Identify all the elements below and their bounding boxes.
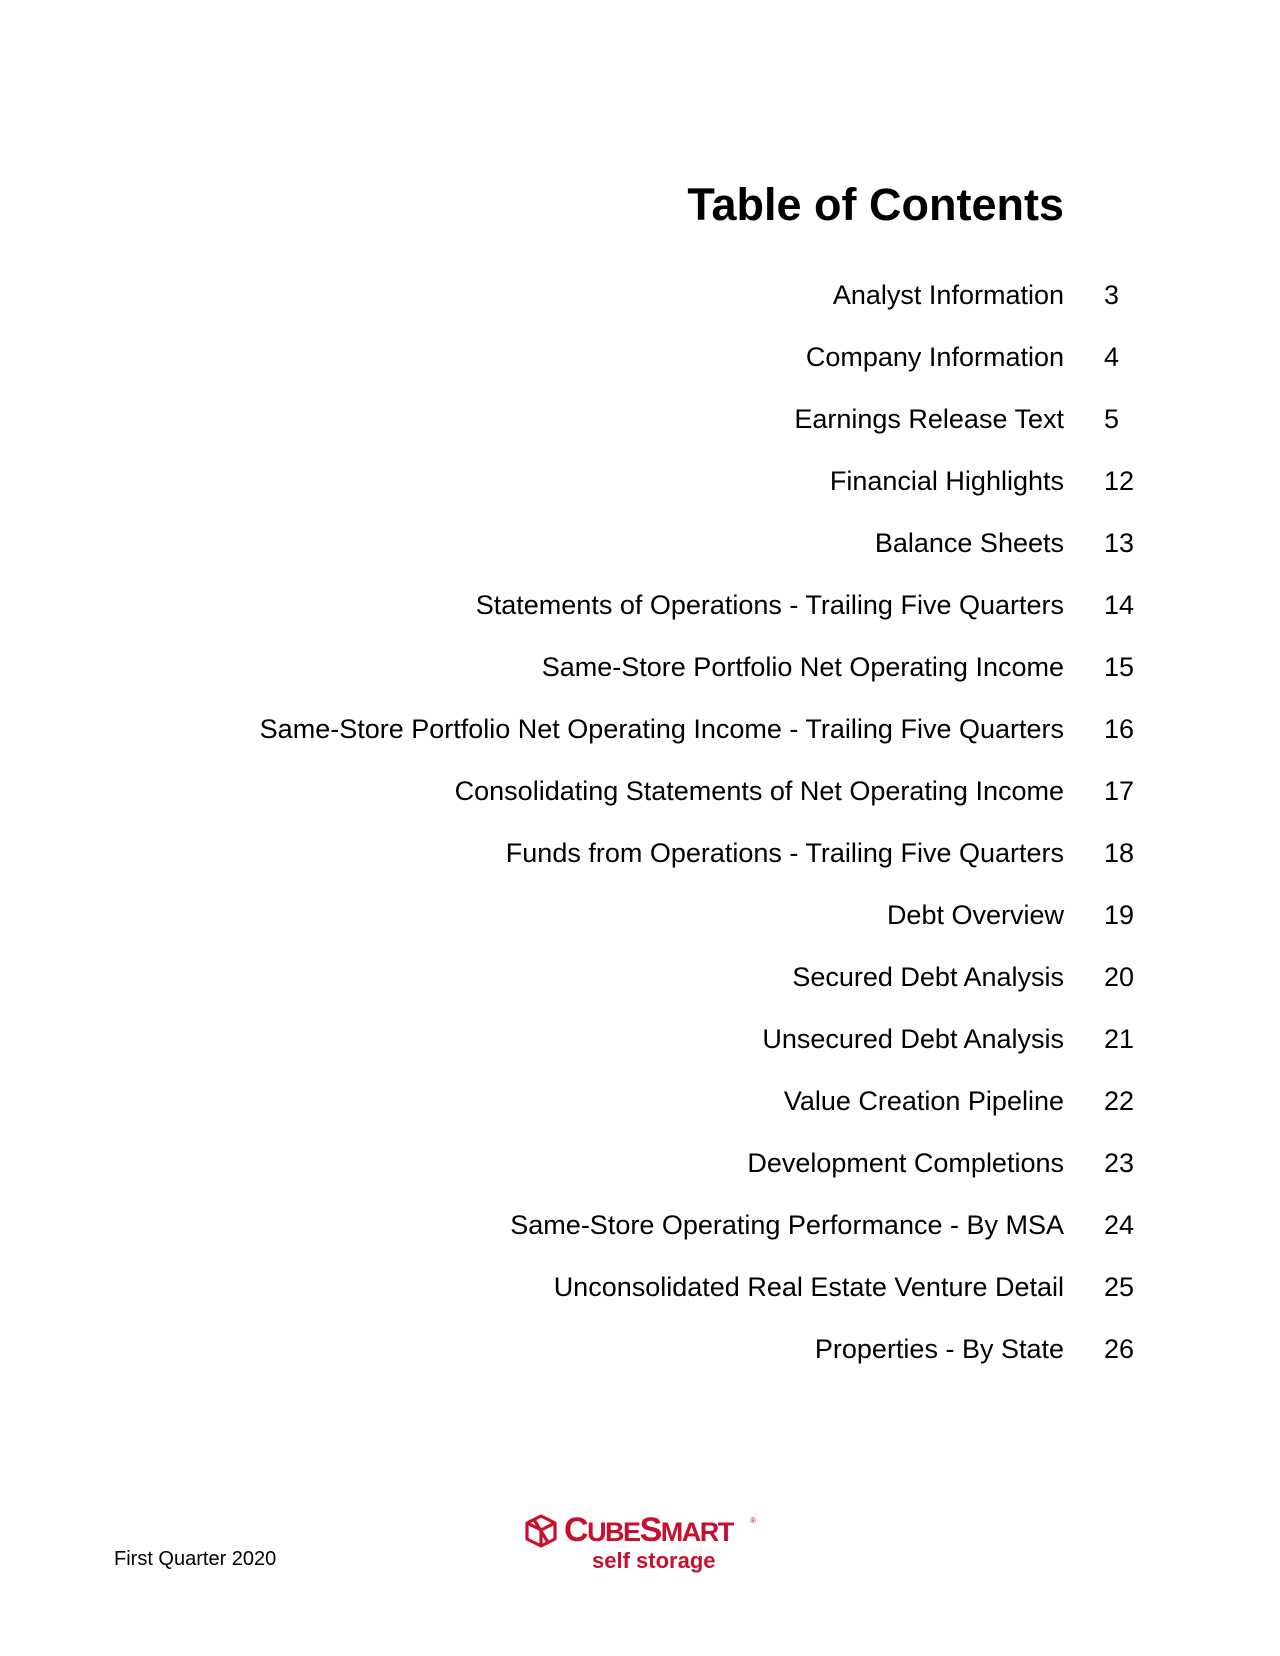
page-title: Table of Contents [687,179,1064,230]
toc-entry-label: Statements of Operations - Trailing Five Quarters [475,590,1064,620]
toc-entry-page-number: 21 [1104,1024,1135,1054]
toc-entry[interactable] [0,833,1280,873]
toc-entry[interactable] [0,399,1280,439]
toc-entry-label: Financial Highlights [829,466,1064,496]
toc-entry[interactable] [0,647,1280,687]
toc-entry-page-number: 23 [1104,1148,1135,1178]
toc-entry-page-number: 16 [1104,714,1135,744]
toc-entry-label: Consolidating Statements of Net Operating Income [454,776,1064,806]
toc-entry[interactable] [0,1081,1280,1121]
footer-period: First Quarter 2020 [114,1548,277,1570]
toc-entry-label: Unsecured Debt Analysis [762,1024,1064,1054]
toc-entry[interactable] [0,461,1280,501]
registered-mark: ® [750,1516,756,1525]
toc-entry[interactable] [0,1143,1280,1183]
toc-entry[interactable] [0,1205,1280,1245]
toc-entry-label: Debt Overview [886,900,1064,930]
logo-wordmark: CUBESMART [564,1511,733,1549]
toc-entry-page-number: 24 [1104,1210,1135,1240]
toc-entry[interactable] [0,1019,1280,1059]
toc-entry-label: Secured Debt Analysis [792,962,1064,992]
toc-entry-label: Same-Store Portfolio Net Operating Income [541,652,1064,682]
toc-entry-label: Same-Store Portfolio Net Operating Income - Trailing Five Quarters [259,714,1064,744]
toc-entry-page-number: 26 [1104,1334,1135,1364]
toc-entry-page-number: 18 [1104,838,1135,868]
toc-entry-page-number: 22 [1104,1086,1135,1116]
toc-entry-label: Development Completions [747,1148,1064,1178]
toc-entry-label: Balance Sheets [874,528,1064,558]
toc-entry-page-number: 4 [1104,342,1120,372]
toc-entry-page-number: 20 [1104,962,1135,992]
toc-entry-label: Unconsolidated Real Estate Venture Detail [553,1272,1064,1302]
toc-entry[interactable] [0,1329,1280,1369]
toc-entry-label: Same-Store Operating Performance - By MSA [510,1210,1064,1240]
toc-entry[interactable] [0,957,1280,997]
toc-entry-label: Properties - By State [814,1334,1064,1364]
toc-entry-page-number: 5 [1104,404,1120,434]
toc-entry-label: Value Creation Pipeline [783,1086,1064,1116]
toc-entry[interactable] [0,275,1280,315]
toc-entry-page-number: 12 [1104,466,1135,496]
toc-entry[interactable] [0,585,1280,625]
toc-entry-label: Analyst Information [832,280,1064,310]
toc-entry-page-number: 19 [1104,900,1135,930]
toc-entry-page-number: 15 [1104,652,1135,682]
toc-entry-label: Funds from Operations - Trailing Five Quarters [505,838,1064,868]
company-logo [524,1512,764,1582]
toc-entry-page-number: 14 [1104,590,1135,620]
toc-entry[interactable] [0,771,1280,811]
toc-entry-label: Earnings Release Text [794,404,1064,434]
toc-entry-page-number: 3 [1104,280,1120,310]
logo-tagline: self storage [592,1548,716,1573]
toc-entry-page-number: 25 [1104,1272,1135,1302]
toc-entry[interactable] [0,1267,1280,1307]
toc-entry[interactable] [0,709,1280,749]
toc-entry-page-number: 13 [1104,528,1135,558]
toc-entry[interactable] [0,337,1280,377]
cube-icon [524,1514,558,1548]
toc-entry[interactable] [0,895,1280,935]
toc-entry-label: Company Information [805,342,1064,372]
toc-entry[interactable] [0,523,1280,563]
toc-entry-page-number: 17 [1104,776,1135,806]
